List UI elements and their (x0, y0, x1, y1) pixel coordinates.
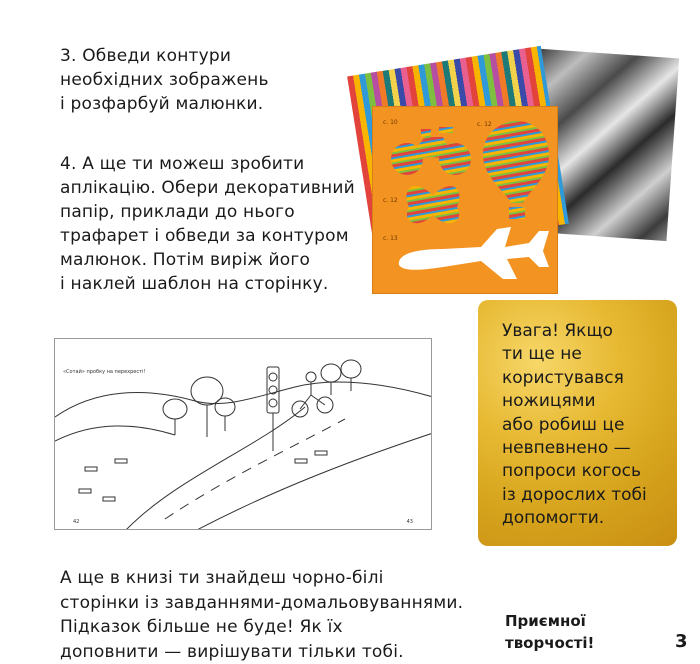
stencil-label: с. 12 (477, 121, 492, 128)
step-4-text: 4. А ще ти можеш зробити аплікацію. Обери декоративний папір, приклади до нього трафарет і обведи за контуром малюнок. Потім виріж його і наклей шаблон на сторінку. (60, 154, 355, 294)
balloon-cutout (483, 121, 549, 219)
step-3-text: 3. Обведи контури необхідних зображень і розфарбуй малюнки. (60, 46, 269, 114)
coloring-book-spread (54, 338, 432, 530)
safety-notice-text: Увага! Якщо ти ще не користувався ножицями або робиш це невпевнено — попроси когось із дорослих тобі допомогти. (502, 321, 647, 529)
bicycle-cutout (391, 127, 471, 175)
stencil-image (372, 106, 558, 294)
stencil-label: с. 12 (383, 197, 398, 204)
stencil-label: с. 13 (383, 235, 398, 242)
coloring-book-drawing (55, 339, 432, 530)
butterfly-cutout (406, 186, 459, 223)
safety-notice-box (478, 300, 677, 546)
coloring-book-caption: «Сотай» пробку на перехресті! (63, 369, 146, 375)
book-right-page-number: 43 (406, 519, 413, 525)
book-left-page-number: 42 (73, 519, 80, 525)
stencil-cutouts (373, 107, 557, 293)
book-note-text: А ще в книзі ти знайдеш чорно-білі сторінки із завданнями-домальовуваннями. Підказок більше не буде! Як їх доповнити — вирішувати тільки тобі. (60, 568, 464, 662)
stencil-label: с. 10 (383, 119, 398, 126)
airplane-cutout (399, 227, 549, 279)
closing-wish: Приємної творчості! (505, 612, 595, 652)
page-number: 3 (675, 631, 688, 652)
